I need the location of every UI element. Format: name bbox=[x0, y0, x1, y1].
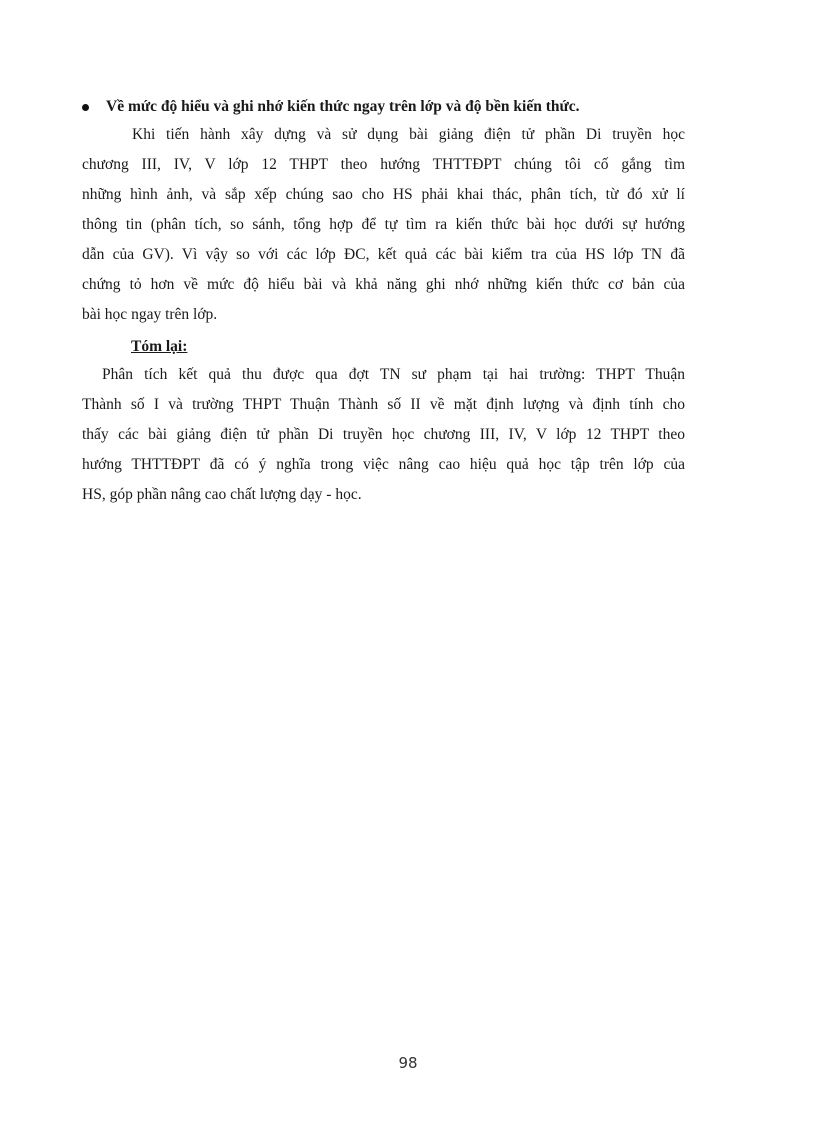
paragraph-understanding bbox=[82, 120, 685, 330]
paragraph-line: Phân tích kết quả thu được qua đợt TN sư phạm tại hai trường: THPT Thuận bbox=[102, 366, 685, 383]
paragraph-line: Khi tiến hành xây dựng và sử dụng bài giảng điện tử phần Di truyền học bbox=[132, 126, 685, 143]
paragraph-summary bbox=[82, 360, 685, 510]
paragraph-line: chương III, IV, V lớp 12 THPT theo hướng THTTĐPT chúng tôi cố gắng tìm bbox=[82, 156, 685, 173]
section-bullet-text: Về mức độ hiểu và ghi nhớ kiến thức ngay trên lớp và độ bền kiến thức. bbox=[106, 98, 580, 115]
paragraph-line: những hình ảnh, và sắp xếp chúng sao cho HS phải khai thác, phân tích, từ đó xử lí bbox=[82, 186, 685, 203]
paragraph-line: HS, góp phần nâng cao chất lượng dạy - học. bbox=[82, 486, 362, 503]
summary-heading: Tóm lại: bbox=[131, 338, 188, 355]
paragraph-line: bài học ngay trên lớp. bbox=[82, 306, 218, 323]
paragraph-line: Thành số I và trường THPT Thuận Thành số II về mặt định lượng và định tính cho bbox=[82, 396, 685, 413]
paragraph-line: dẫn của GV). Vì vậy so với các lớp ĐC, kết quả các bài kiểm tra của HS lớp TN đã bbox=[82, 246, 685, 263]
bullet-icon bbox=[82, 104, 89, 111]
paragraph-line: hướng THTTĐPT đã có ý nghĩa trong việc nâng cao hiệu quả học tập trên lớp của bbox=[82, 456, 685, 473]
paragraph-line: chứng tỏ hơn về mức độ hiểu bài và khả năng ghi nhớ những kiến thức cơ bản của bbox=[82, 276, 685, 293]
paragraph-line: thông tin (phân tích, so sánh, tổng hợp để tự tìm ra kiến thức bài học dưới sự hướng bbox=[82, 216, 685, 233]
page-number: 98 bbox=[398, 1054, 418, 1072]
paragraph-line: thấy các bài giảng điện tử phần Di truyền học chương III, IV, V lớp 12 THPT theo bbox=[82, 426, 685, 443]
section-bullet bbox=[82, 94, 702, 120]
